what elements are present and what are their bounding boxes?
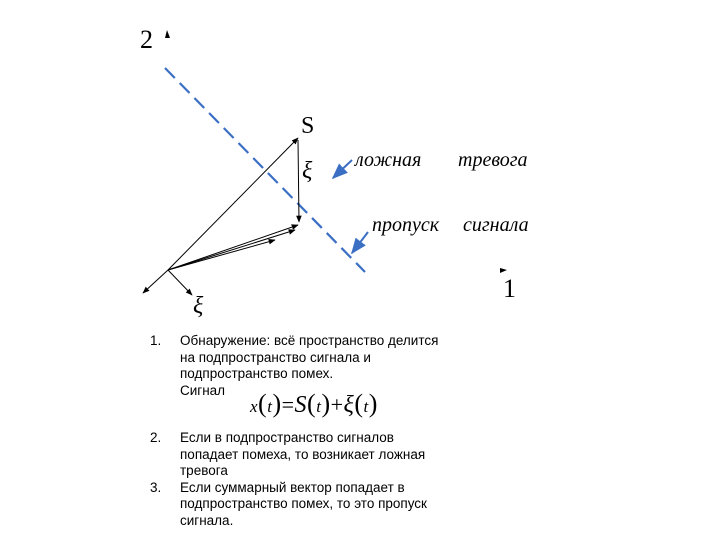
list-item-2: [150, 430, 550, 480]
sum-vector-inner: [168, 240, 275, 270]
formula-paren: ): [321, 389, 331, 418]
formula-lhs: x: [250, 397, 259, 416]
sum-vector-false-alarm: [168, 225, 298, 270]
signal-label: S: [301, 113, 315, 139]
false-alarm-label-1: ложная: [355, 149, 422, 171]
formula-paren: (: [307, 389, 317, 418]
signal-vector: [168, 138, 298, 270]
formula-equals: =: [281, 392, 295, 417]
formula-paren: (: [354, 389, 364, 418]
signal-formula: [250, 389, 378, 419]
formula-paren: ): [272, 389, 282, 418]
noise-vector-left: [143, 270, 168, 293]
noise-label-upper: ξ: [302, 158, 313, 184]
miss-label-2: сигнала: [463, 214, 529, 236]
formula-signal: S: [294, 392, 308, 418]
formula-arg: t: [267, 397, 273, 416]
miss-pointer-arrow: [352, 232, 368, 253]
axis-2-label: 2: [140, 25, 153, 54]
list-line: Сигнал: [180, 382, 226, 398]
noise-label-lower: ξ: [193, 293, 204, 319]
formula-plus: +: [330, 392, 344, 417]
list-line: подпространство помех, то это пропуск: [180, 496, 427, 511]
list-line: Если в подпространство сигналов: [180, 430, 394, 445]
noise-vector-upper: [298, 140, 299, 222]
false-alarm-label-2: тревога: [458, 149, 528, 171]
list-item-3: [150, 480, 550, 530]
list-number: 2.: [150, 430, 162, 445]
list-line: тревога: [180, 463, 228, 478]
list-line: Если суммарный вектор попадает в: [180, 479, 405, 495]
list-line: попадает помеха, то возникает ложная: [180, 446, 426, 462]
list-line: подпространство помех.: [180, 366, 334, 381]
list-line: Обнаружение: всё пространство делится: [180, 333, 439, 348]
formula-noise: ξ: [343, 392, 355, 418]
decision-boundary: [165, 68, 365, 272]
miss-label-1: пропуск: [372, 214, 440, 236]
axis-2-tick: [165, 30, 170, 38]
formula-arg: t: [363, 397, 369, 416]
formula-arg: t: [316, 397, 322, 416]
formula-paren: ): [368, 389, 378, 418]
axis-1-tick: [500, 268, 507, 273]
formula-paren: (: [258, 389, 268, 418]
list-line: на подпространство сигнала и: [180, 349, 371, 365]
axis-1-label: 1: [503, 274, 516, 303]
false-alarm-pointer-arrow: [333, 160, 352, 178]
list-number: 1.: [150, 333, 162, 348]
list-number: 3.: [150, 479, 162, 495]
list-line: сигнала.: [180, 512, 234, 528]
explanation-list-2: [150, 430, 550, 529]
noise-vector-lower: [168, 270, 192, 295]
